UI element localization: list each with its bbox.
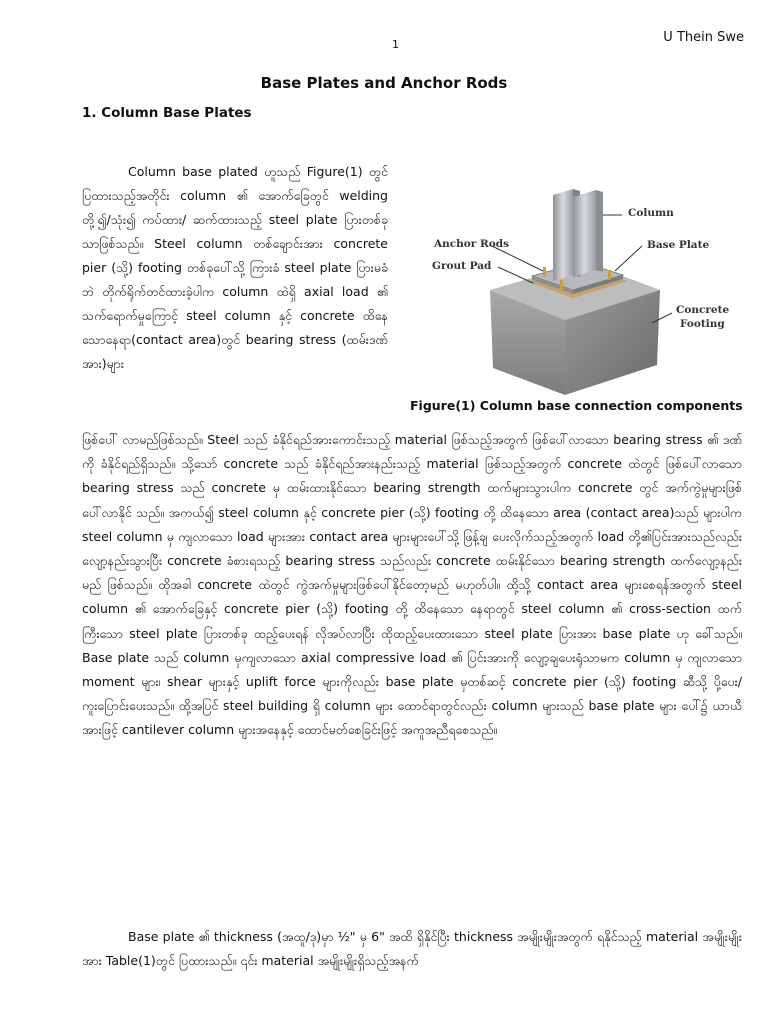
label-column: Column [628, 207, 674, 219]
paragraph-1-wrapped-text: Column base plated ဟူသည် Figure(1) တွင် ပြထားသည့်အတိုင်း column ၏ အောက်ခြေတွင် welding တို့၍/သုံး၍ ကပ်ထား/ ဆက်ထားသည့် steel plate ပြားတစ်ခုသာဖြစ်သည်။ Steel column တစ်ချောင်းအား concrete pier (သို့) footing တစ်ခုပေါ်သို့ ကြားခံ steel plate ပြားမခံဘဲ တိုက်ရိုက်တင်ထားခဲ့ပါက column ထဲရှိ axial load ၏ သက်ရောက်မှုကြောင့် steel column နှင့် concrete ထိနေသောနေရာ(contact area)တွင် bearing stress (ထမ်းဒဏ်အား)များ [82, 164, 388, 371]
label-footing: Footing [680, 318, 725, 330]
column-base-figure [410, 140, 745, 400]
column-flange-edge [596, 190, 603, 272]
figure-caption: Figure(1) Column base connection components [410, 398, 743, 413]
header-author: U Thein Swe [663, 30, 744, 45]
label-base-plate: Base Plate [647, 239, 710, 251]
anchor-rod [543, 267, 546, 277]
column-flange-right [573, 190, 596, 277]
label-concrete: Concrete [676, 304, 730, 316]
label-anchor-rods: Anchor Rods [434, 238, 509, 250]
paragraph-1-full-width: ဖြစ်ပေါ် လာမည်ဖြစ်သည်။ Steel သည် ခံနိုင်ရည်အားကောင်းသည့် material ဖြစ်သည့်အတွက် ဖြစ်ပေါ်လာသော bearing stress ၏ ဒဏ်ကို ခံနိုင်ရည်ရှိသည်။ သို့သော် concrete သည် ခံနိုင်ရည်အားနည်းသည့် material ဖြစ်သည့်အတွက် concrete ထဲတွင် ဖြစ်ပေါ်လာသော bearing stress သည် concrete မှ ထမ်းထားနိုင်သော bearing strength ထက်များသွားပါက concrete တွင် အက်ကွဲမှုများဖြစ်ပေါ်လာနိုင် သည်။ အကယ်၍ steel column နှင့် concrete pier (သို့) footing တို့ ထိနေသော area (contact area)သည် များပါက steel column မှ ကျလာသော load များအား contact area များများပေါ်သို့ ဖြန့်ချ ပေးလိုက်သည့်အတွက် load တို့၏ပြင်းအားသည်လည်း လျော့နည်းသွားပြီး concrete ခံစားရသည့် bearing stress သည်လည်း concrete ထမ်းနိုင်သော bearing strength ထက်လျော့နည်းမည် ဖြစ်သည်။ ထိုအခါ concrete ထဲတွင် ကွဲအက်မှုများဖြစ်ပေါ်နိုင်တော့မည် မဟုတ်ပါ။ ထို့သို့ contact area များစေရန်အတွက် steel column ၏ အောက်ခြေနှင့် concrete pier (သို့) footing တို့ ထိနေသော နေရာတွင် steel column ၏ cross-section ထက်ကြီးသော steel plate ပြားတစ်ခု ထည့်ပေးရန် လိုအပ်လာပြီး ထိုထည့်ပေးထားသော steel plate ပြားအား base plate ဟု ခေါ်သည်။ Base plate သည် column မှကျလာသော axial compressive load ၏ ပြင်းအားကို လျော့ချပေးရုံသာမက column မှ ကျလာသော moment များ၊ shear များနှင့် uplift force များကိုလည်း base plate မှတစ်ဆင့် concrete pier (သို့) footing ဆီသို့ ပို့ပေး/ ကူးပြောင်းပေးသည်။ ထို့အပြင် steel building ရှိ column များ ထောင်ရာတွင်လည်း column များသည် base plate များ ပေါ်၌ ယာယီအားဖြင့် cantilever column များအနေနှင့် ထောင်မတ်စေခြင်းဖြင့် အကူအညီရစေသည်။ [82, 432, 742, 738]
label-grout-pad: Grout Pad [432, 260, 492, 272]
leader-grout-pad [498, 267, 533, 283]
paragraph-1-wrapped [82, 160, 388, 376]
page-number: 1 [392, 38, 399, 51]
paragraph-2 [82, 925, 742, 975]
anchor-rod [608, 270, 611, 280]
column-flange-left [553, 189, 573, 281]
leader-base-plate [615, 246, 642, 271]
document-title: Base Plates and Anchor Rods [260, 74, 508, 92]
section-heading: 1. Column Base Plates [82, 105, 252, 121]
paragraph-2-text: Base plate ၏ thickness (အထူ/ဒု)မှာ ½" မှ 6" အထိ ရှိနိုင်ပြီး thickness အမျိုးမျိုးအတွက် ရနိုင်သည့် material အမျိုးမျိုးအား Table(1)တွင် ပြထားသည်။ ၎င်း material အမျိုးမျိုးရှိသည့်အနက် [82, 929, 742, 969]
anchor-rod [560, 280, 563, 290]
